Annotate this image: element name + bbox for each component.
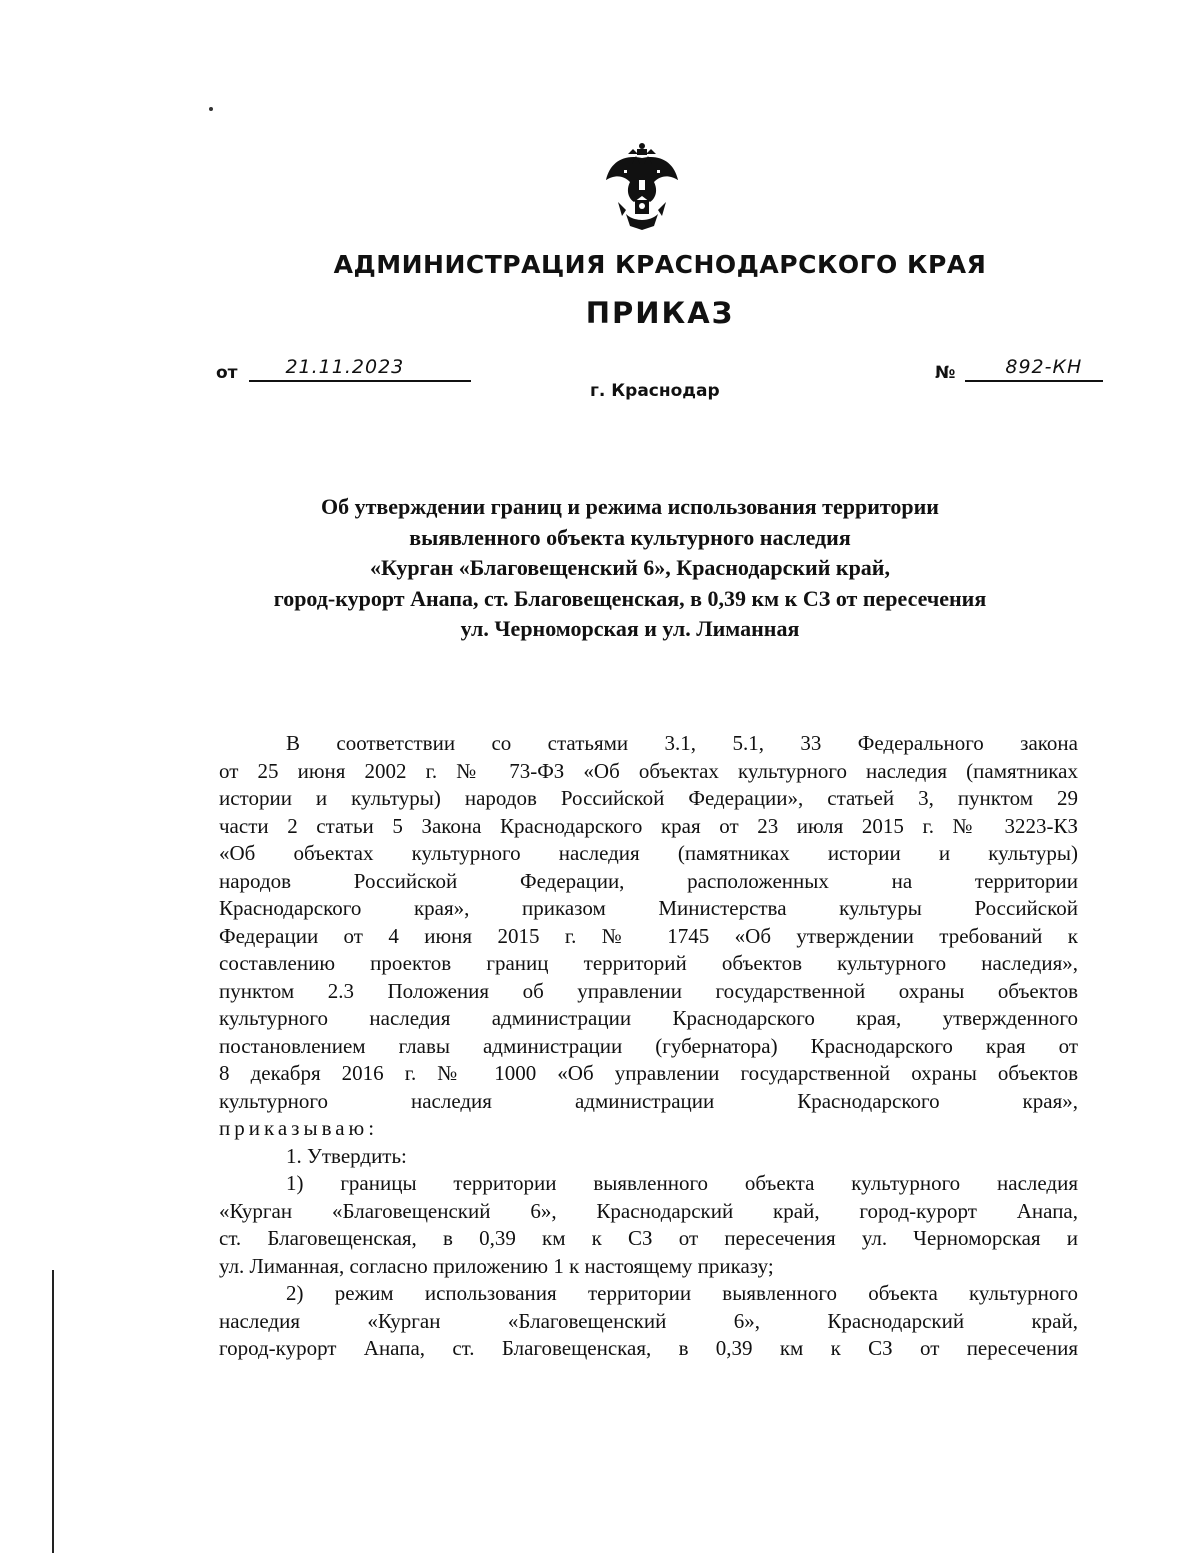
date-prefix: от <box>216 363 238 383</box>
date-field <box>216 354 471 383</box>
title-line: город-курорт Анапа, ст. Благовещенская, в 0,39 км к СЗ от пересечения <box>273 585 987 611</box>
title-line: «Курган «Благовещенский 6», Краснодарский край, <box>370 555 890 580</box>
body-line-item: 1. Утвердить: <box>286 1143 407 1168</box>
body-line: от 25 июня 2002 г. № 73-ФЗ «Об объектах культурного наследия (памятниках <box>219 758 1078 783</box>
body-line: город-курорт Анапа, ст. Благовещенская, в 0,39 км к СЗ от пересечения <box>219 1336 1078 1360</box>
body-line: постановлением главы администрации (губернатора) Краснодарского края от <box>219 1033 1078 1058</box>
body-line: ст. Благовещенская, в 0,39 км к СЗ от пересечения ул. Черноморская и <box>219 1226 1078 1250</box>
coat-of-arms-icon <box>604 140 680 230</box>
number-field <box>935 354 1103 383</box>
organization-name: АДМИНИСТРАЦИЯ КРАСНОДАРСКОГО КРАЯ <box>333 250 987 279</box>
body-line: В соответствии со статьями 3.1, 5.1, 33 Федерального закона <box>286 731 1078 755</box>
body-line: истории и культуры) народов Российской Федерации», статьей 3, пунктом 29 <box>219 786 1078 810</box>
number-prefix: № <box>935 363 956 383</box>
number-underline <box>965 358 1103 382</box>
document-body <box>219 730 1078 1363</box>
body-line: Федерации от 4 июня 2015 г. № 1745 «Об утверждении требований к <box>219 923 1078 948</box>
title-line: ул. Черноморская и ул. Лиманная <box>460 616 800 641</box>
city-name: г. Краснодар <box>590 381 720 401</box>
body-line: 8 декабря 2016 г. № 1000 «Об управлении государственной охраны объектов <box>219 1061 1078 1085</box>
document-title <box>180 492 1080 645</box>
title-line: выявленного объекта культурного наследия <box>409 524 851 550</box>
scan-edge-line <box>52 1270 54 1553</box>
body-line: культурного наследия администрации Краснодарского края, утвержденного <box>219 1006 1078 1030</box>
body-line: наследия «Курган «Благовещенский 6», Краснодарский край, <box>219 1308 1078 1333</box>
document-type: ПРИКАЗ <box>585 296 735 330</box>
body-line: народов Российской Федерации, расположенных на территории <box>219 868 1078 893</box>
number-handwritten: 892-КН <box>1005 356 1083 378</box>
body-line: «Курган «Благовещенский 6», Краснодарский край, город-курорт Анапа, <box>219 1198 1078 1223</box>
date-handwritten: 21.11.2023 <box>285 356 405 378</box>
body-line: Краснодарского края», приказом Министерства культуры Российской <box>219 896 1078 920</box>
body-line-item: 2) режим использования территории выявленного объекта культурного <box>286 1281 1078 1305</box>
body-line: пунктом 2.3 Положения об управлении государственной охраны объектов <box>219 978 1078 1003</box>
body-line: части 2 статьи 5 Закона Краснодарского края от 23 июля 2015 г. № 3223-КЗ <box>219 813 1078 838</box>
body-line-order-word: приказываю: <box>219 1116 379 1140</box>
date-underline <box>249 358 471 382</box>
body-line: «Об объектах культурного наследия (памятниках истории и культуры) <box>219 841 1078 865</box>
title-line: Об утверждении границ и режима использования территории <box>321 494 939 519</box>
body-line: ул. Лиманная, согласно приложению 1 к настоящему приказу; <box>219 1253 774 1278</box>
body-line: культурного наследия администрации Краснодарского края», <box>219 1088 1078 1113</box>
body-line: составлению проектов границ территорий объектов культурного наследия», <box>219 951 1078 975</box>
body-line-item: 1) границы территории выявленного объекта культурного наследия <box>286 1171 1078 1195</box>
scan-dust-mark <box>209 107 213 111</box>
